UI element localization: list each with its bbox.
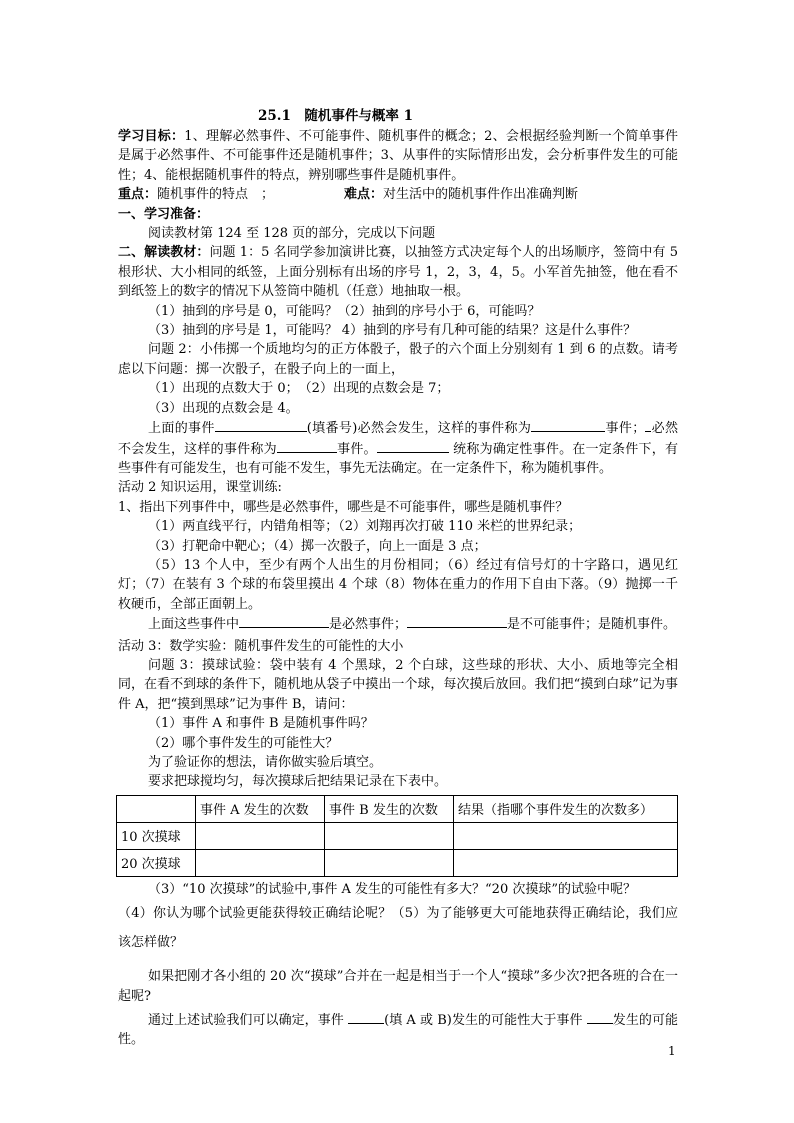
q3-conclusion	[118, 1010, 678, 1050]
q2-part-a: （1）出现的点数大于 0； （2）出现的点数会是 7；	[148, 381, 450, 397]
def-text-6: 统称为确定性事件。在一定条件下，有些事件有可能发生，也有可能不发生，事先无法确定。在一定条件下，称为随机事件。	[118, 441, 678, 476]
def-text-5: 事件。	[336, 441, 377, 457]
page-title: 25.1 随机事件与概率 1	[258, 108, 413, 124]
table-row-label: 20 次摸球	[117, 849, 196, 876]
table-cell[interactable]	[454, 849, 678, 876]
exercise-1-a: （1）两直线平行，内错角相等；（2）刘翔再次打破 110 米栏的世界纪录；	[148, 519, 582, 535]
question-2: 问题 2：小伟掷一个质地均匀的正方体骰子，骰子的六个面上分别刻有 1 到 6 的点数。请考虑以下问题：掷一次骰子，在骰子向上的一面上，	[118, 342, 678, 377]
blank-fill[interactable]	[587, 1010, 613, 1024]
table-cell[interactable]	[196, 849, 325, 876]
q2-part-b: （3）出现的点数会是 4。	[148, 400, 299, 416]
q3-instruction-1: 为了验证你的想法，请你做实验后填空。	[148, 755, 383, 770]
exercise-1-question: 1、指出下列事件中，哪些是必然事件，哪些是不可能事件，哪些是随机事件？	[118, 499, 569, 515]
conclusion-text-1: 通过上述试验我们可以确定，事件	[148, 1013, 344, 1029]
q3-merge-question: 如果把刚才各小组的 20 次“摸球”合并在一起是相当于一个人“摸球”多少次?把各班的合在一起呢?	[118, 969, 678, 1004]
ex1-fill-text-3: 是不可能事件；是随机事件。	[507, 617, 677, 633]
table-cell[interactable]	[325, 822, 454, 849]
blank-fill[interactable]	[407, 614, 507, 628]
def-text-3: 事件；	[605, 421, 646, 437]
q1-part-a: （1）抽到的序号是 0，可能吗？（2）抽到的序号小于 6，可能吗？	[148, 303, 541, 319]
table-cell[interactable]	[196, 822, 325, 849]
question-3: 问题 3：摸球试验：袋中装有 4 个黑球，2 个白球，这些球的形状、大小、质地等完全相同，在看不到球的条件下，随机地从袋子中摸出一个球，每次摸后放回。我们把“摸到白球”记为事件 A，把“摸到黑球”记为事件 B，请问：	[118, 657, 678, 712]
table-header-cell: 结果（指哪个事件发生的次数多）	[454, 795, 678, 822]
exercise-1-c: （5）13 个人中，至少有两个人出生的月份相同；（6）经过有信号灯的十字路口，遇见红灯；（7）在装有 3 个球的布袋里摸出 4 个球（8）物体在重力的作用下自由下落。（9）抛掷一千枚硬币，全部正面朝上。	[118, 557, 678, 612]
learning-goals	[118, 127, 678, 185]
blank-fill[interactable]	[348, 1010, 384, 1024]
blank-fill[interactable]	[377, 439, 449, 453]
table-row-label: 10 次摸球	[117, 822, 196, 849]
table-header-row	[117, 795, 678, 822]
table-cell[interactable]	[325, 849, 454, 876]
key-points	[118, 185, 678, 204]
conclusion-text-2: (填 A 或 B)发生的可能性大于事件	[384, 1013, 583, 1029]
def-text-2: (填番号)必然会发生，这样的事件称为	[306, 421, 532, 437]
q3-instruction-2: 要求把球搅均匀，每次摸球后把结果记录在下表中。	[148, 774, 448, 790]
prep-heading: 一、学习准备：	[118, 206, 210, 222]
q3-part-c: （3）“10 次摸球”的试验中,事件 A 发生的可能性有多大？“20 次摸球”的试验中呢？	[148, 881, 636, 897]
table-header-cell: 事件 B 发生的次数	[325, 795, 454, 822]
key-label: 重点：	[118, 187, 158, 203]
key-text: 随机事件的特点 ；	[157, 187, 275, 203]
hard-text: 对生活中的随机事件作出准确判断	[383, 187, 579, 203]
table-header-cell	[117, 795, 196, 822]
document-page	[118, 104, 678, 1050]
table-row	[117, 849, 678, 876]
activity-3-heading: 活动 3：数学实验：随机事件发生的可能性的大小	[118, 638, 404, 654]
definition-paragraph	[118, 418, 678, 478]
conclusion-text-3: 发生的可能性。	[118, 1013, 679, 1048]
read-heading: 二、解读教材：	[118, 245, 210, 261]
blank-fill[interactable]	[531, 418, 605, 432]
blank-fill[interactable]	[277, 439, 337, 453]
goal-label: 学习目标：	[118, 129, 185, 144]
experiment-table	[116, 795, 678, 877]
table-header-cell: 事件 A 发生的次数	[196, 795, 325, 822]
hard-label: 难点：	[344, 187, 384, 203]
def-text-1: 上面的事件	[148, 421, 215, 437]
activity-2-heading: 活动 2 知识运用，课堂训练:	[118, 480, 282, 496]
ex1-fill-text-2: 是必然事件；	[329, 617, 408, 633]
goal-text: 1、理解必然事件、不可能事件、随机事件的概念；2、会根据经验判断一个简单事件是属于必然事件、不可能事件还是随机事件；3、从事件的实际情形出发，会分析事件发生的可能性；4、能根据随机事件的特点，辨别哪些事件是随机事件。	[118, 129, 678, 183]
question-1	[118, 243, 678, 301]
q3-part-a: （1）事件 A 和事件 B 是随机事件吗？	[148, 716, 374, 732]
prep-text: 阅读教材第 124 至 128 页的部分，完成以下问题	[148, 226, 436, 242]
table-row	[117, 822, 678, 849]
q1-text: 问题 1：5 名同学参加演讲比赛，以抽签方式决定每个人的出场顺序，签筒中有 5 根形状、大小相同的纸签，上面分别标有出场的序号 1，2，3，4，5。小军首先抽签，他在看不到纸签上的数字的情况下从签筒中随机（任意）地抽取一根。	[118, 245, 678, 300]
def-text-4: 必然不会发生，这样的事件称为	[118, 421, 678, 457]
q1-part-b: （3）抽到的序号是 1，可能吗？ 4）抽到的序号有几种可能的结果？这是什么事件？	[148, 323, 637, 339]
ex1-fill-text-1: 上面这些事件中	[148, 617, 240, 633]
table-cell[interactable]	[454, 822, 678, 849]
exercise-1-b: （3）打靶命中靶心；（4）掷一次骰子，向上一面是 3 点；	[148, 538, 487, 554]
blank-fill[interactable]	[239, 614, 329, 628]
page-number: 1	[668, 1044, 676, 1058]
q3-part-d: （4）你认为哪个试验更能获得较正确结论呢？（5）为了能够更大可能地获得正确结论，我们应该怎样做？	[118, 906, 678, 951]
blank-fill[interactable]	[215, 418, 307, 432]
q3-part-b: （2）哪个事件发生的可能性大？	[148, 735, 339, 751]
exercise-1-fill	[118, 614, 678, 634]
